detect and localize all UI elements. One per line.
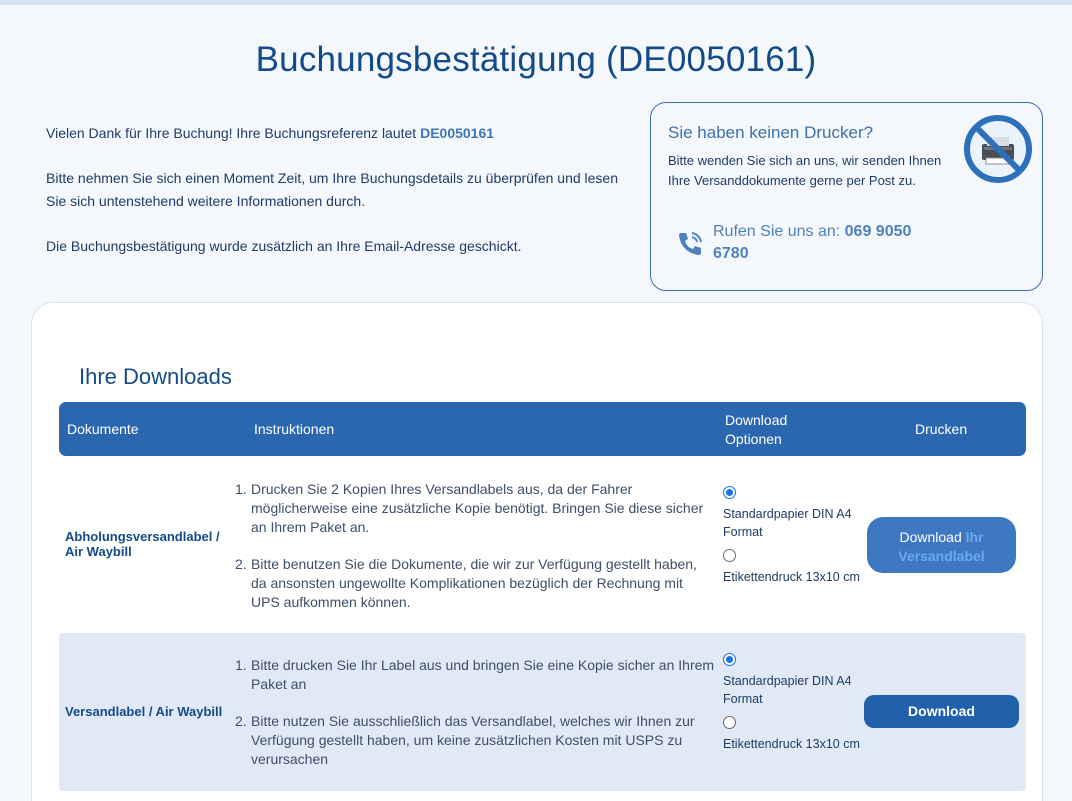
instruction-item: 1. Bitte drucken Sie Ihr Label aus und bringen Sie eine Kopie sicher an Ihrem Paket an	[235, 657, 715, 692]
col-print: Drucken	[915, 421, 968, 437]
download-options	[723, 486, 863, 594]
no-printer-title: Sie haben keinen Drucker?	[668, 123, 874, 142]
radio-label-print[interactable]	[723, 716, 736, 729]
table-row	[59, 633, 1026, 791]
no-printer-text: Bitte wenden Sie sich an uns, wir senden Ihnen Ihre Versanddokumente gerne per Post zu.	[668, 153, 942, 188]
option-label: Etikettendruck 13x10 cm	[723, 570, 860, 584]
review-paragraph: Bitte nehmen Sie sich einen Moment Zeit, um Ihre Buchungsdetails zu überprüfen und lesen Sie sich untenstehend weitere Informationen durch.	[46, 170, 618, 209]
radio-a4-format[interactable]	[723, 653, 736, 666]
col-download-options: Download Optionen	[725, 412, 788, 447]
phone-number[interactable]: 069 9050 6780	[713, 223, 912, 262]
instruction-item: 2. Bitte benutzen Sie die Dokumente, die wir zur Verfügung gestellt haben, da ansonsten ungewollte Komplikationen bezüglich der Rechnung mit UPS aufkommen können.	[235, 556, 697, 610]
no-printer-icon	[963, 114, 1033, 184]
phone-icon	[673, 227, 707, 261]
no-printer-box	[650, 102, 1043, 291]
thanks-paragraph	[46, 122, 626, 145]
downloads-table-header	[59, 402, 1026, 456]
table-row	[59, 468, 1026, 628]
document-name: Versandlabel / Air Waybill	[65, 704, 223, 719]
instruction-item: 2. Bitte nutzen Sie ausschließlich das Versandlabel, welches wir Ihnen zur Verfügung gestellt haben, um keine zusätzlichen Kosten mit USPS zu verursachen	[235, 713, 695, 767]
call-us-text	[713, 221, 943, 265]
download-options	[723, 653, 863, 761]
option-label: Etikettendruck 13x10 cm	[723, 737, 860, 751]
radio-label-print[interactable]	[723, 549, 736, 562]
col-instructions: Instruktionen	[254, 421, 335, 437]
download-label-button[interactable]	[867, 517, 1016, 573]
radio-a4-format[interactable]	[723, 486, 736, 499]
intro-text	[46, 122, 626, 280]
option-label: Standardpapier DIN A4 Format	[723, 507, 852, 539]
instruction-item: 1. Drucken Sie 2 Kopien Ihres Versandlabels aus, da der Fahrer möglicherweise eine zusätzliche Kopie benötigt. Bringen Sie diese sicher an Ihrem Paket an.	[235, 481, 704, 535]
thanks-text: Vielen Dank für Ihre Buchung! Ihre Buchungsreferenz lautet	[46, 125, 417, 141]
downloads-card	[31, 302, 1043, 801]
downloads-heading: Ihre Downloads	[79, 364, 232, 389]
col-documents: Dokumente	[67, 421, 139, 437]
button-prefix: Download	[899, 529, 962, 545]
instruction-list	[235, 656, 715, 787]
top-accent-bar	[0, 0, 1072, 5]
email-paragraph: Die Buchungsbestätigung wurde zusätzlich an Ihre Email-Adresse geschickt.	[46, 238, 522, 254]
page-title: Buchungsbestätigung (DE0050161)	[255, 40, 817, 79]
instruction-list	[235, 480, 715, 630]
download-button[interactable]: Download	[864, 695, 1019, 728]
button-highlight: Ihr Versandlabel	[898, 529, 985, 564]
option-label: Standardpapier DIN A4 Format	[723, 674, 852, 706]
booking-reference: DE0050161	[420, 125, 495, 141]
document-name: Abholungsversandlabel / Air Waybill	[65, 529, 220, 559]
call-prefix: Rufen Sie uns an:	[713, 223, 841, 240]
